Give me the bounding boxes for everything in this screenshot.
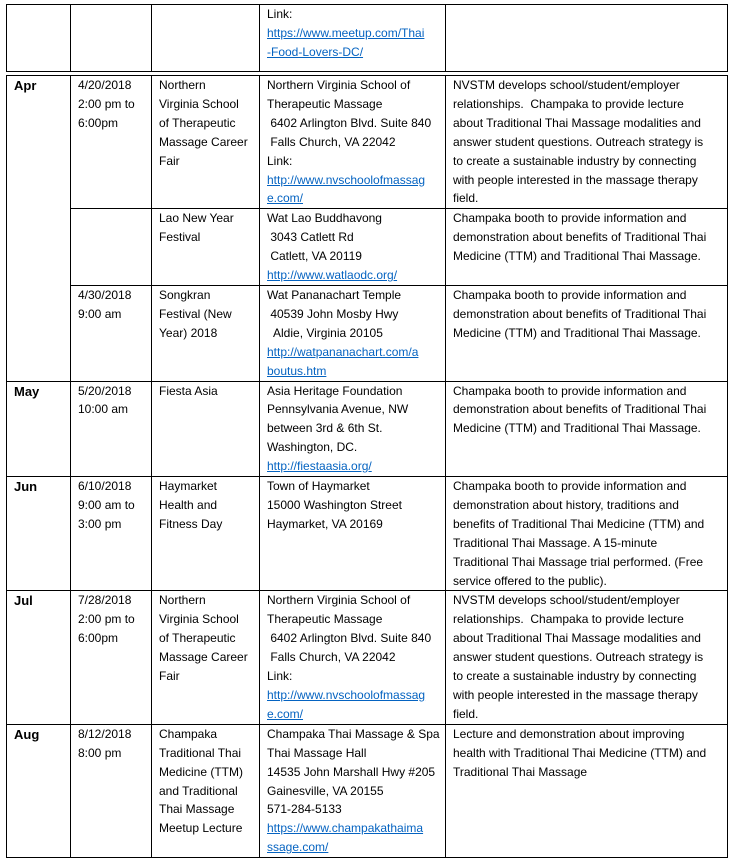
location-line: Haymarket, VA 20169 [267,516,383,531]
date-line: 4/20/2018 [78,78,132,92]
event-line: Health and [159,497,218,512]
description-line: Champaka booth to provide information and [453,479,687,494]
event-line: Fair [159,669,180,684]
event-cell [152,591,260,724]
description-line: Traditional Thai Massage [453,764,588,779]
description-line: health with Traditional Thai Medicine (TTM) and [453,745,707,760]
location-line: between 3rd & 6th St. [267,421,383,436]
description-line: Champaka booth to provide information and [453,383,687,398]
description-line: Traditional Thai Massage. A 15-minute [453,535,658,550]
website-link[interactable]: http://www.nvschoolofmassag [267,172,426,187]
month-label-aug: Aug [7,724,71,857]
location-line: Link: [267,153,293,168]
location-line: Catlett, VA 20119 [267,249,362,264]
date-cell [71,381,152,477]
location-cell [260,5,446,72]
description-line: with people interested in the massage therapy [453,172,698,187]
date-cell [71,285,152,381]
month-cell [7,5,71,72]
date-line: 2:00 pm to [78,96,135,111]
location-line: Link: [267,669,293,684]
date-line: 9:00 am to [78,497,135,512]
event-line: Festival [159,230,201,245]
date-line: 9:00 am [78,306,122,321]
location-line: 6402 Arlington Blvd. Suite 840 [267,631,432,646]
description-cell [446,209,728,286]
description-cell [446,381,728,477]
location-cell [260,591,446,724]
date-line: 6/10/2018 [78,479,132,494]
description-line: about Traditional Thai Massage modalities and [453,631,701,646]
location-line: Champaka Thai Massage & Spa [267,726,440,741]
events-table [6,4,728,858]
event-cell [152,381,260,477]
table-row [7,381,728,477]
date-line: 6:00pm [78,115,119,130]
location-line: 571-284-5133 [267,802,342,817]
description-line: about Traditional Thai Massage modalities and [453,115,701,130]
month-label-jul: Jul [7,591,71,724]
event-line: Haymarket [159,479,218,494]
event-line: Virginia School [159,96,239,111]
website-link[interactable]: http://www.nvschoolofmassag [267,688,426,702]
location-line: Wat Lao Buddhavong [267,211,382,226]
date-cell [71,5,152,72]
website-link[interactable]: http://www.watlaodc.org/ [267,268,398,283]
description-line: demonstration about history, traditions and [453,497,679,512]
location-cell [260,724,446,857]
date-line: 8/12/2018 [78,726,132,741]
date-cell [71,591,152,724]
location-line: Asia Heritage Foundation [267,383,403,398]
description-line: service offered to the public). [453,573,607,588]
description-line: demonstration about benefits of Traditional Thai [453,306,707,321]
location-line: Northern Virginia School of [267,78,411,92]
location-cell [260,209,446,286]
event-line: Massage Career [159,650,248,665]
description-cell [446,591,728,724]
description-line: Medicine (TTM) and Traditional Thai Massage. [453,249,701,264]
event-cell [152,724,260,857]
date-line: 5/20/2018 [78,383,132,398]
event-line: Fiesta Asia [159,383,218,398]
table-row [7,76,728,209]
description-cell [446,285,728,381]
event-line: Fair [159,153,180,168]
location-line: Aldie, Virginia 20105 [267,325,383,340]
event-line: Lao New Year [159,211,234,226]
event-line: Thai Massage [159,802,235,817]
table-row [7,5,728,72]
meetup-link-cont[interactable]: -Food-Lovers-DC/ [267,44,364,59]
month-label-may: May [7,381,71,477]
date-line: 7/28/2018 [78,593,132,608]
month-label-jun: Jun [7,477,71,591]
location-line: 15000 Washington Street [267,497,402,512]
location-line: Falls Church, VA 22042 [267,134,396,149]
event-cell [152,285,260,381]
location-line: 6402 Arlington Blvd. Suite 840 [267,115,432,130]
description-cell [446,5,728,72]
event-cell [152,477,260,591]
description-line: Traditional Thai Massage trial performed. (Free [453,554,704,569]
location-line: 40539 John Mosby Hwy [267,306,399,321]
description-line: Medicine (TTM) and Traditional Thai Massage. [453,421,701,436]
location-line: Link: [267,7,293,21]
location-line: 3043 Catlett Rd [267,230,354,245]
location-cell [260,76,446,209]
date-line: 8:00 pm [78,745,122,760]
event-line: of Therapeutic [159,115,236,130]
description-line: answer student questions. Outreach strategy is [453,650,704,665]
date-cell [71,724,152,857]
event-cell [152,5,260,72]
date-cell [71,209,152,286]
description-cell [446,76,728,209]
date-line: 2:00 pm to [78,612,135,627]
website-link[interactable]: http://fiestaasia.org/ [267,459,372,474]
description-line: NVSTM develops school/student/employer [453,593,680,608]
description-line: with people interested in the massage therapy [453,688,698,702]
description-line: field. [453,191,479,206]
description-line: to create a sustainable industry by connecting [453,669,697,684]
description-line: field. [453,706,479,721]
description-line: Lecture and demonstration about improving [453,726,685,741]
location-cell [260,381,446,477]
location-line: Gainesville, VA 20155 [267,783,384,798]
table-row [7,591,728,724]
event-line: Champaka [159,726,218,741]
description-line: Champaka booth to provide information and [453,211,687,226]
event-line: Medicine (TTM) [159,764,244,779]
event-line: Fitness Day [159,516,223,531]
event-line: Northern [159,593,206,608]
date-line: 4/30/2018 [78,287,132,302]
event-cell [152,209,260,286]
description-line: benefits of Traditional Thai Medicine (TTM) and [453,516,705,531]
location-line: Therapeutic Massage [267,612,383,627]
table-row [7,477,728,591]
date-cell [71,477,152,591]
location-line: Thai Massage Hall [267,745,367,760]
event-line: Massage Career [159,134,248,149]
description-cell [446,477,728,591]
description-line: Champaka booth to provide information and [453,287,687,302]
event-line: Songkran [159,287,211,302]
location-line: Northern Virginia School of [267,593,411,608]
description-line: NVSTM develops school/student/employer [453,78,680,92]
table-row [7,285,728,381]
description-line: relationships. Champaka to provide lecture [453,612,684,627]
description-line: answer student questions. Outreach strategy is [453,134,704,149]
meetup-link[interactable]: https://www.meetup.com/Thai [267,25,425,40]
location-line: Wat Pananachart Temple [267,287,402,302]
location-line: 14535 John Marshall Hwy #205 [267,764,436,779]
description-line: demonstration about benefits of Traditional Thai [453,230,707,245]
website-link[interactable]: https://www.champakathaima [267,821,424,836]
location-cell [260,477,446,591]
location-line: Therapeutic Massage [267,96,383,111]
table-row [7,724,728,857]
date-line: 10:00 am [78,402,129,417]
location-line: Pennsylvania Avenue, NW [267,402,409,417]
website-link-cont[interactable]: ssage.com/ [267,840,329,855]
event-line: Traditional Thai [159,745,242,760]
date-cell [71,76,152,209]
description-cell [446,724,728,857]
description-line: demonstration about benefits of Traditional Thai [453,402,707,417]
month-label-apr: Apr [7,76,71,382]
event-line: of Therapeutic [159,631,236,646]
location-cell [260,285,446,381]
website-link-cont[interactable]: e.com/ [267,191,304,206]
event-line: Meetup Lecture [159,821,243,836]
website-link-cont[interactable]: e.com/ [267,706,304,721]
description-line: relationships. Champaka to provide lecture [453,96,684,111]
date-line: 6:00pm [78,631,119,646]
website-link-cont[interactable]: boutus.htm [267,363,327,378]
description-line: to create a sustainable industry by connecting [453,153,697,168]
event-line: Festival (New [159,306,232,321]
description-line: Medicine (TTM) and Traditional Thai Massage. [453,325,701,340]
location-line: Falls Church, VA 22042 [267,650,396,665]
event-line: Northern [159,78,206,92]
event-line: Year) 2018 [159,325,218,340]
event-line: Virginia School [159,612,239,627]
date-line: 3:00 pm [78,516,122,531]
website-link[interactable]: http://watpananachart.com/a [267,344,419,359]
table-row [7,209,728,286]
location-line: Town of Haymarket [267,479,370,494]
location-line: Washington, DC. [267,440,358,455]
event-line: and Traditional [159,783,238,798]
event-cell [152,76,260,209]
